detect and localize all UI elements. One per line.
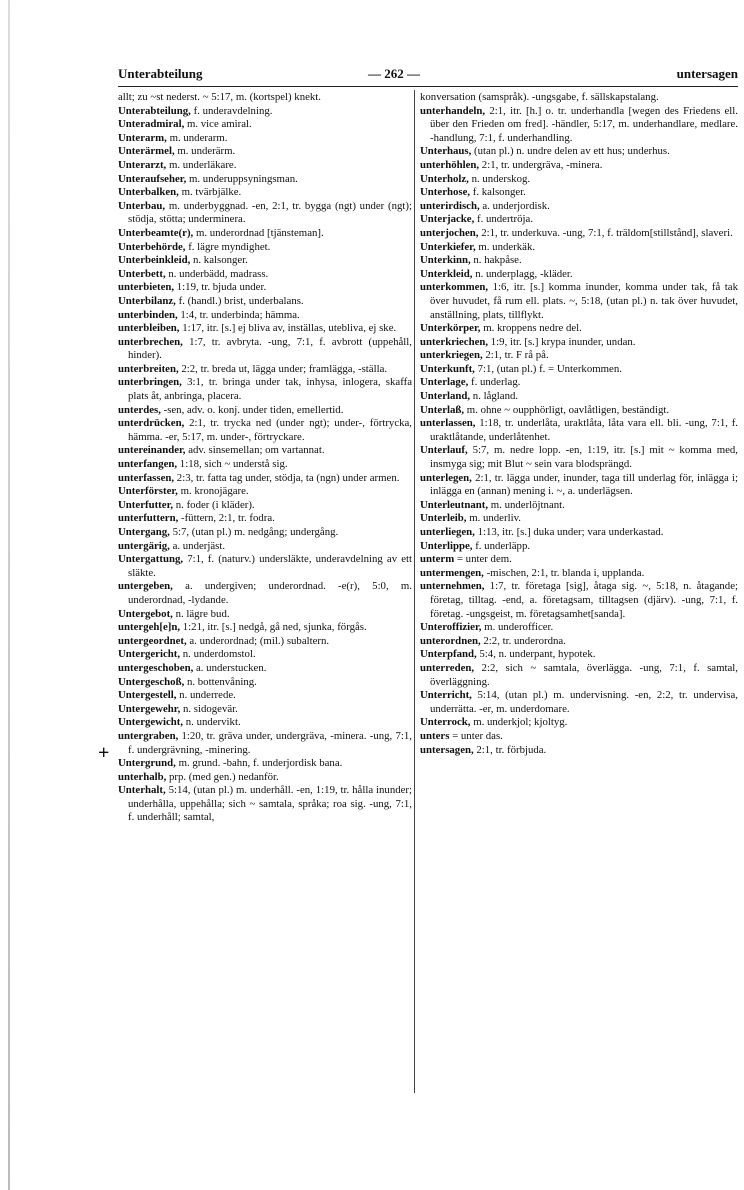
entry-definition: 1:7, tr. företaga [sig], åtaga sig. ~, 5:18, n. åtagande; företag, tilltag. -end, a. företagsam, tilltagsen (djärv). -ung, 7:1, f. företag. -ungsgeist, m. företagsamhet[sanda]. <box>430 580 738 620</box>
dictionary-entry <box>118 159 412 173</box>
entry-headword: Untergewehr, <box>118 702 181 715</box>
entry-headword: Unterbilanz, <box>118 294 176 307</box>
entry-definition: 2:2, sich ~ samtala, överlägga. -ung, 7:1, f. samtal, överläggning. <box>430 661 738 688</box>
entry-definition: m. underarm. <box>169 131 228 144</box>
entry-definition: 5:7, (utan pl.) m. nedgång; undergång. <box>172 526 339 538</box>
dictionary-entry <box>420 281 738 322</box>
entry-headword: Untergeschoß, <box>118 675 185 688</box>
entry-headword: untergeordnet, <box>118 634 187 647</box>
dictionary-entry <box>420 363 738 377</box>
entry-headword: Untergestell, <box>118 689 177 702</box>
entry-headword: untergeh[e]n, <box>118 621 181 634</box>
entry-definition: n. bottenvåning. <box>186 675 257 688</box>
dictionary-entry <box>118 716 412 730</box>
dictionary-entry <box>118 608 412 622</box>
dictionary-entry <box>420 499 738 513</box>
entry-definition: 1:13, itr. [s.] duka under; vara underkastad. <box>477 526 664 538</box>
entry-headword: Unterhalt, <box>118 784 166 797</box>
entry-headword: unterbieten, <box>118 281 175 294</box>
entry-definition: prp. (med gen.) nedanför. <box>169 770 279 783</box>
entry-headword: unterkriegen, <box>420 349 483 362</box>
entry-definition: a. underordnad; (mil.) subaltern. <box>189 634 330 647</box>
entry-definition: 1:17, itr. [s.] ej bliva av, inställas, utebliva, ej ske. <box>182 322 397 335</box>
entry-headword: Unteradmiral, <box>118 118 185 131</box>
dictionary-entry <box>420 227 738 241</box>
entry-headword: unterbringen, <box>118 376 182 389</box>
entry-headword: unterlassen, <box>420 417 476 430</box>
dictionary-entry <box>420 200 738 214</box>
entry-definition: 5:14, (utan pl.) m. underhåll. -en, 1:19, tr. hålla inunder; underhålla, uppehålla; sich ~ samtala, språka; roa sig. -ung, 7:1, f. underhåll; samtal, <box>128 784 412 824</box>
entry-headword: unterm <box>420 553 455 566</box>
entry-definition: m. underordnad [tjänsteman]. <box>195 226 324 239</box>
entry-headword: unterbrechen, <box>118 335 183 348</box>
dictionary-entry <box>118 784 412 825</box>
dictionary-entry <box>420 472 738 499</box>
dictionary-entry <box>118 771 412 785</box>
entry-definition: m. kronojägare. <box>180 485 249 498</box>
dictionary-entry <box>420 689 738 716</box>
dictionary-entry <box>118 200 412 227</box>
entry-headword: untereinander, <box>118 444 186 457</box>
dictionary-entry <box>118 268 412 282</box>
entry-headword: Untergang, <box>118 526 170 538</box>
entry-headword: unterbreiten, <box>118 362 179 375</box>
entry-definition: -füttern, 2:1, tr. fodra. <box>180 512 275 525</box>
dictionary-entry <box>420 580 738 621</box>
entry-headword: Unterlauf, <box>420 444 468 457</box>
dictionary-entry <box>420 91 738 105</box>
entry-headword: Unterabteilung, <box>118 104 191 117</box>
entry-definition: 5:4, n. underpant, hypotek. <box>479 648 596 661</box>
entry-headword: untergraben, <box>118 729 179 742</box>
entry-headword: Unterbett, <box>118 267 166 280</box>
entry-headword: untergeschoben, <box>118 661 194 674</box>
entry-headword: Unteraufseher, <box>118 172 187 185</box>
entry-definition: 2:1, tr. underkuva. -ung, 7:1, f. träldom[stillstånd], slaveri. <box>481 226 733 239</box>
dictionary-entry <box>118 648 412 662</box>
entry-headword: Unterholz, <box>420 172 469 185</box>
entry-definition: a. underjäst. <box>172 539 226 552</box>
dictionary-entry <box>118 173 412 187</box>
entry-definition: m. underkäk. <box>478 240 536 253</box>
entry-headword: unterfangen, <box>118 458 178 471</box>
entry-definition: n. underdomstol. <box>182 648 256 661</box>
entry-definition: = unter das. <box>452 729 503 742</box>
entry-definition: f. underläpp. <box>475 539 531 552</box>
dictionary-entry <box>420 635 738 649</box>
dictionary-entry <box>118 404 412 418</box>
dictionary-entry <box>420 404 738 418</box>
dictionary-entry <box>118 689 412 703</box>
entry-definition: konversation (samspråk). -ungsgabe, f. sällskapstalang. <box>420 91 659 103</box>
dictionary-entry <box>118 132 412 146</box>
entry-headword: Untergewicht, <box>118 716 184 729</box>
entry-headword: Unterkörper, <box>420 322 481 335</box>
entry-definition: m. underuppsyningsman. <box>188 172 298 185</box>
header-right-guideword: untersagen <box>676 66 738 81</box>
dictionary-entry <box>118 662 412 676</box>
entry-definition: f. kalsonger. <box>472 186 526 199</box>
entry-definition: 2:1, tr. undergräva, -minera. <box>481 158 603 171</box>
dictionary-entry <box>118 241 412 255</box>
entry-headword: Unteroffizier, <box>420 621 482 634</box>
entry-headword: unterhalb, <box>118 770 167 783</box>
dictionary-entry <box>420 322 738 336</box>
dictionary-entry <box>420 254 738 268</box>
entry-definition: n. kalsonger. <box>193 254 248 267</box>
entry-headword: Unterleutnant, <box>420 498 489 511</box>
entry-headword: Unterland, <box>420 390 471 403</box>
dictionary-entry <box>118 472 412 486</box>
entry-definition: 2:1, itr. [h.] o. tr. underhandla [wegen des Friedens ell. über den Frieden om fred]. -händler, 5:17, m. underhandlare, medlare. -handlung, 7:1, f. underhandling. <box>430 104 738 144</box>
entry-definition: 2:2, tr. underordna. <box>483 634 566 647</box>
dictionary-entry <box>420 662 738 689</box>
header-left-guideword: Unterabteilung <box>118 66 203 81</box>
dictionary-entry <box>420 444 738 471</box>
dictionary-entry <box>118 227 412 241</box>
entry-definition: m. ohne ~ oupphörligt, oavlåtligen, beständigt. <box>466 403 670 416</box>
dictionary-entry <box>118 635 412 649</box>
entry-headword: Untergericht, <box>118 648 181 661</box>
dictionary-entry <box>118 376 412 403</box>
dictionary-entry <box>118 145 412 159</box>
entry-definition: n. sidogevär. <box>182 702 238 715</box>
dictionary-entry <box>118 621 412 635</box>
entry-definition: 7:1, (utan pl.) f. = Unterkommen. <box>477 362 622 375</box>
entry-definition: 2:1, tr. förbjuda. <box>476 743 547 756</box>
dictionary-entry <box>118 417 412 444</box>
entry-headword: Unterricht, <box>420 689 472 702</box>
entry-headword: Untergrund, <box>118 757 176 770</box>
entry-definition: 1:20, tr. gräva under, undergräva, -minera. -ung, 7:1, f. undergrävning, -minering. <box>128 729 412 756</box>
entry-headword: Unterfutter, <box>118 498 174 511</box>
entry-headword: Unterbalken, <box>118 186 179 199</box>
entry-headword: unterbinden, <box>118 308 178 321</box>
entry-definition: 7:1, f. (naturv.) undersläkte, underavdelning av ett släkte. <box>128 553 412 579</box>
entry-headword: Unterkiefer, <box>420 240 476 253</box>
entry-definition: n. underplagg, -kläder. <box>475 267 573 280</box>
dictionary-entry <box>118 730 412 757</box>
dictionary-entry <box>118 281 412 295</box>
dictionary-entry <box>118 676 412 690</box>
margin-cross-mark: + <box>98 742 110 764</box>
entry-definition: f. underavdelning. <box>193 104 273 117</box>
entry-definition: a. undergiven; underordnad. -e(r), 5:0, m. underordnad, -lydande. <box>128 580 412 606</box>
entry-definition: 1:6, itr. [s.] komma inunder, komma under tak, få tak över huvudet, få rum ell. plats. ~, 5:18, (utan pl.) n. tak över huvudet, anställning, plats, tillflykt. <box>430 281 738 321</box>
entry-headword: Unterkinn, <box>420 254 471 267</box>
entry-definition: n. underskog. <box>471 172 531 185</box>
dictionary-entry <box>420 336 738 350</box>
dictionary-entry <box>118 91 412 105</box>
entry-definition: n. underbädd, madrass. <box>168 267 269 280</box>
entry-definition: 1:18, tr. underlåta, uraktlåta, låta vara ell. bli. -ung, 7:1, f. uraktlåtande, underlåtenhet. <box>430 417 738 443</box>
entry-headword: Unterbau, <box>118 199 166 212</box>
entry-headword: unterdes, <box>118 403 161 416</box>
dictionary-entry <box>118 309 412 323</box>
entry-headword: Unterlippe, <box>420 539 473 552</box>
dictionary-entry <box>420 540 738 554</box>
entry-definition: a. underjordisk. <box>482 199 550 212</box>
entry-headword: Unterpfand, <box>420 648 477 661</box>
dictionary-entry <box>118 118 412 132</box>
dictionary-entry <box>420 648 738 662</box>
entry-headword: unterjochen, <box>420 226 479 239</box>
entry-headword: Unterförster, <box>118 485 178 498</box>
entry-headword: Unterärmel, <box>118 145 175 158</box>
entry-headword: untermengen, <box>420 566 484 579</box>
dictionary-entry <box>118 105 412 119</box>
entry-headword: Unterarzt, <box>118 158 167 171</box>
dictionary-entry <box>118 336 412 363</box>
dictionary-entry <box>420 268 738 282</box>
entry-headword: Untergattung, <box>118 553 184 566</box>
entry-headword: Unterkunft, <box>420 362 475 375</box>
entry-headword: Unterbeamte(r), <box>118 226 194 239</box>
entry-headword: Unterlage, <box>420 376 469 389</box>
dictionary-entry <box>118 580 412 607</box>
entry-headword: unterirdisch, <box>420 199 480 212</box>
header-rule <box>118 86 738 87</box>
entry-definition: n. underrede. <box>179 689 236 702</box>
entry-definition: 5:14, (utan pl.) m. undervisning. -en, 2:2, tr. undervisa, underrätta. -er, m. underdomare. <box>430 689 738 715</box>
entry-definition: 1:21, itr. [s.] nedgå, gå ned, sjunka, förgås. <box>182 621 367 634</box>
dictionary-entry <box>118 458 412 472</box>
entry-definition: 2:1, tr. F rå på. <box>485 349 549 362</box>
entry-definition: n. hakpåse. <box>473 254 522 267</box>
header-page-number: — 262 — <box>368 66 420 81</box>
entry-definition: m. underbyggnad. -en, 2:1, tr. bygga (ngt) under (ngt); stödja, stötta; underminera. <box>128 199 412 226</box>
entry-headword: Unterhose, <box>420 186 471 199</box>
entry-definition: 2:2, tr. breda ut, lägga under; framlägga, -ställa. <box>181 362 388 375</box>
dictionary-entry <box>118 363 412 377</box>
entry-headword: untergeben, <box>118 580 173 593</box>
dictionary-entry <box>118 444 412 458</box>
dictionary-entry <box>118 703 412 717</box>
entry-definition: m. underärm. <box>177 145 236 158</box>
entry-headword: Unterhaus, <box>420 145 472 158</box>
entry-definition: n. undervikt. <box>185 716 241 729</box>
dictionary-entry <box>420 159 738 173</box>
entry-headword: unters <box>420 729 450 742</box>
entry-headword: Unterrock, <box>420 716 471 729</box>
dictionary-entry <box>420 186 738 200</box>
entry-headword: unterliegen, <box>420 526 475 538</box>
entry-definition: allt; zu ~st nederst. ~ 5:17, m. (kortspel) knekt. <box>118 91 321 103</box>
entry-headword: unterdrücken, <box>118 417 185 430</box>
entry-definition: 2:1, tr. lägga under, inunder, taga till underlag för, inlägga i; inlägga en (annan) mening i. ~, a. underlägsen. <box>430 471 738 498</box>
dictionary-entry <box>420 567 738 581</box>
entry-definition: -sen, adv. o. konj. under tiden, emellertid. <box>163 403 344 416</box>
page-edge-shadow <box>8 0 10 1190</box>
dictionary-entry <box>420 526 738 540</box>
entry-headword: unterfassen, <box>118 471 175 484</box>
entry-headword: Unterjacke, <box>420 213 475 226</box>
dictionary-entry <box>420 553 738 567</box>
entry-definition: f. undertröja. <box>476 213 534 226</box>
entry-definition: m. vice amiral. <box>186 118 252 131</box>
entry-definition: 2:1, tr. trycka ned (under ngt); under-, förtrycka, hämma. -er, 5:17, m. under-, förtryckare. <box>128 417 412 443</box>
entry-definition: 1:18, sich ~ understå sig. <box>179 458 288 471</box>
entry-definition: a. understucken. <box>195 661 267 674</box>
entry-definition: f. (handl.) brist, underbalans. <box>178 294 304 307</box>
entry-headword: Untergebot, <box>118 607 173 620</box>
dictionary-entry <box>118 757 412 771</box>
entry-definition: = unter dem. <box>456 553 512 566</box>
dictionary-entry <box>420 744 738 758</box>
entry-headword: unterfuttern, <box>118 512 179 525</box>
entry-definition: 1:7, tr. avbryta. -ung, 7:1, f. avbrott (uppehåll, hinder). <box>128 335 412 362</box>
entry-definition: 1:4, tr. underbinda; hämma. <box>180 308 300 321</box>
dictionary-entry <box>420 417 738 444</box>
entry-definition: m. underkjol; kjoltyg. <box>473 716 568 729</box>
entry-headword: unterhandeln, <box>420 104 486 117</box>
entry-definition: (utan pl.) n. undre delen av ett hus; underhus. <box>474 145 670 158</box>
entry-definition: 1:9, itr. [s.] krypa inunder, undan. <box>490 335 636 348</box>
entry-definition: f. lägre myndighet. <box>188 240 271 253</box>
entry-definition: f. underlag. <box>470 376 521 389</box>
entry-headword: Unterbehörde, <box>118 240 186 253</box>
dictionary-entry <box>118 526 412 540</box>
dictionary-entry <box>420 512 738 526</box>
entry-definition: 5:7, m. nedre lopp. -en, 1:19, itr. [s.] mit ~ komma med, insmyga sig; mit Blut ~ sein vara blodsprängd. <box>430 444 738 471</box>
entry-headword: unternehmen, <box>420 580 485 593</box>
entry-definition: n. lägre bud. <box>175 607 230 620</box>
entry-definition: m. underofficer. <box>484 621 554 634</box>
entry-headword: unterhöhlen, <box>420 158 480 171</box>
entry-definition: m. grund. -bahn, f. underjordisk bana. <box>178 757 343 770</box>
entry-definition: m. kroppens nedre del. <box>483 322 582 335</box>
right-column <box>420 91 738 757</box>
dictionary-entry <box>420 145 738 159</box>
entry-headword: untergärig, <box>118 539 170 552</box>
dictionary-entry <box>420 173 738 187</box>
dictionary-entry <box>118 540 412 554</box>
dictionary-entry <box>420 213 738 227</box>
entry-headword: unterbleiben, <box>118 322 180 335</box>
dictionary-entry <box>420 349 738 363</box>
entry-headword: unterkriechen, <box>420 335 489 348</box>
dictionary-entry <box>420 716 738 730</box>
dictionary-entry <box>118 186 412 200</box>
dictionary-entry <box>118 499 412 513</box>
page-header <box>118 66 738 86</box>
dictionary-entry <box>118 512 412 526</box>
entry-headword: unterreden, <box>420 661 475 674</box>
entry-headword: Unterlaß, <box>420 403 465 416</box>
dictionary-entry <box>420 241 738 255</box>
entry-headword: untersagen, <box>420 743 474 756</box>
entry-definition: m. underliv. <box>469 512 521 525</box>
dictionary-entry <box>420 105 738 146</box>
entry-definition: 1:19, tr. bjuda under. <box>176 281 267 294</box>
dictionary-entry <box>420 621 738 635</box>
dictionary-entry <box>420 376 738 390</box>
dictionary-entry <box>118 485 412 499</box>
dictionary-entry <box>118 553 412 580</box>
entry-headword: unterordnen, <box>420 634 481 647</box>
dictionary-entry <box>118 322 412 336</box>
entry-headword: Unterkleid, <box>420 267 473 280</box>
entry-definition: n. lågland. <box>472 390 519 403</box>
entry-definition: m. underläkare. <box>168 158 237 171</box>
dictionary-entry <box>118 254 412 268</box>
dictionary-entry <box>118 295 412 309</box>
entry-headword: unterlegen, <box>420 471 472 484</box>
entry-headword: unterkommen, <box>420 281 489 294</box>
entry-headword: Unterleib, <box>420 512 467 525</box>
dictionary-entry <box>420 390 738 404</box>
entry-definition: adv. sinsemellan; om vartannat. <box>188 444 325 457</box>
dictionary-entry <box>420 730 738 744</box>
entry-headword: Unterbeinkleid, <box>118 254 191 267</box>
entry-headword: Unterarm, <box>118 131 167 144</box>
entry-definition: 2:3, tr. fatta tag under, stödja, ta (ngn) under armen. <box>176 471 400 484</box>
entry-definition: n. foder (i kläder). <box>175 498 255 511</box>
entry-definition: 3:1, tr. bringa under tak, inhysa, inlogera, skaffa plats åt, anbringa, placera. <box>128 376 412 403</box>
column-divider <box>414 90 415 1093</box>
entry-definition: m. underlöjtnant. <box>490 498 565 511</box>
left-column <box>118 91 412 825</box>
entry-definition: m. tvärbjälke. <box>181 186 242 199</box>
entry-definition: -mischen, 2:1, tr. blanda i, upplanda. <box>486 566 645 579</box>
